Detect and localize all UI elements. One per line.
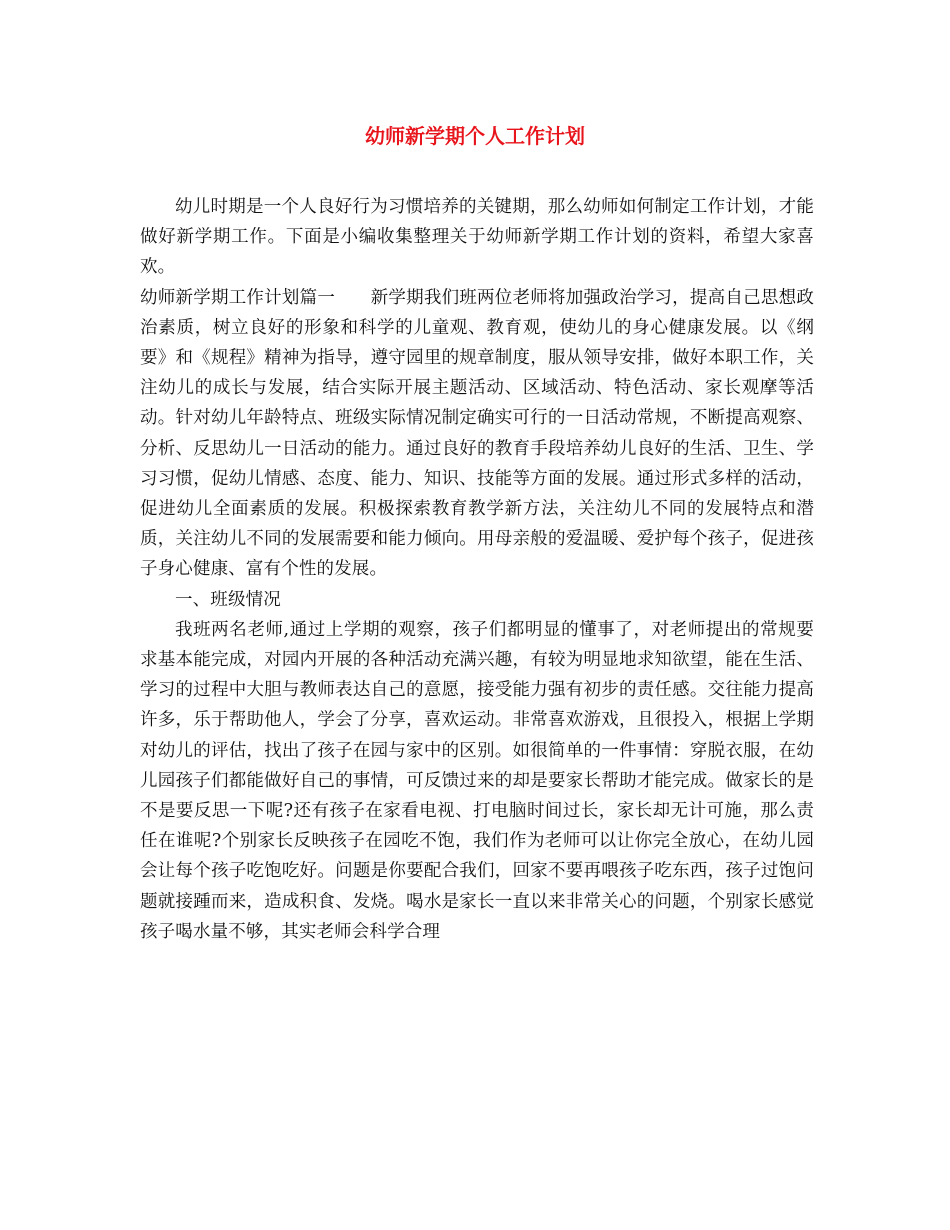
intro-paragraph: 幼儿时期是一个人良好行为习惯培养的关键期，那么幼师如何制定工作计划，才能做好新学期工作。下面是小编收集整理关于幼师新学期工作计划的资料，希望大家喜欢。 bbox=[140, 197, 814, 278]
document-title: 幼师新学期个人工作计划 bbox=[365, 124, 585, 148]
document-body bbox=[140, 192, 814, 947]
class-situation-paragraph: 我班两名老师,通过上学期的观察，孩子们都明显的懂事了，对老师提出的常规要求基本能完成，对园内开展的各种活动充满兴趣，有较为明显地求知欲望，能在生活、学习的过程中大胆与教师表达自己的意愿，接受能力强有初步的责任感。交往能力提高许多，乐于帮助他人，学会了分享，喜欢运动。非常喜欢游戏，且很投入，根据上学期对幼儿的评估，找出了孩子在园与家中的区别。如很简单的一件事情：穿脱衣服，在幼儿园孩子们都能做好自己的事情，可反馈过来的却是要家长帮助才能完成。做家长的是不是要反思一下呢?还有孩子在家看电视、打电脑时间过长，家长却无计可施，那么责任在谁呢?个别家长反映孩子在园吃不饱，我们作为老师可以让你完全放心，在幼儿园会让每个孩子吃饱吃好。问题是你要配合我们，回家不要再喂孩子吃东西，孩子过饱问题就接踵而来，造成积食、发烧。喝水是家长一直以来非常关心的问题，个别家长感觉孩子喝水量不够，其实老师会科学合理 bbox=[140, 619, 814, 942]
class-situation-heading: 一、班级情况 bbox=[175, 589, 281, 610]
section1-paragraph: 幼师新学期工作计划篇一 新学期我们班两位老师将加强政治学习，提高自己思想政治素质，树立良好的形象和科学的儿童观、教育观，使幼儿的身心健康发展。以《纲要》和《规程》精神为指导，遵守园里的规章制度，服从领导安排，做好本职工作，关注幼儿的成长与发展，结合实际开展主题活动、区域活动、特色活动、家长观摩等活动。针对幼儿年龄特点、班级实际情况制定确实可行的一日活动常规，不断提高观察、分析、反思幼儿一日活动的能力。通过良好的教育手段培养幼儿良好的生活、卫生、学习习惯，促幼儿情感、态度、能力、知识、技能等方面的发展。通过形式多样的活动，促进幼儿全面素质的发展。积极探索教育教学新方法，关注幼儿不同的发展特点和潜质，关注幼儿不同的发展需要和能力倾向。用母亲般的爱温暖、爱护每个孩子，促进孩子身心健康、富有个性的发展。 bbox=[140, 287, 814, 580]
